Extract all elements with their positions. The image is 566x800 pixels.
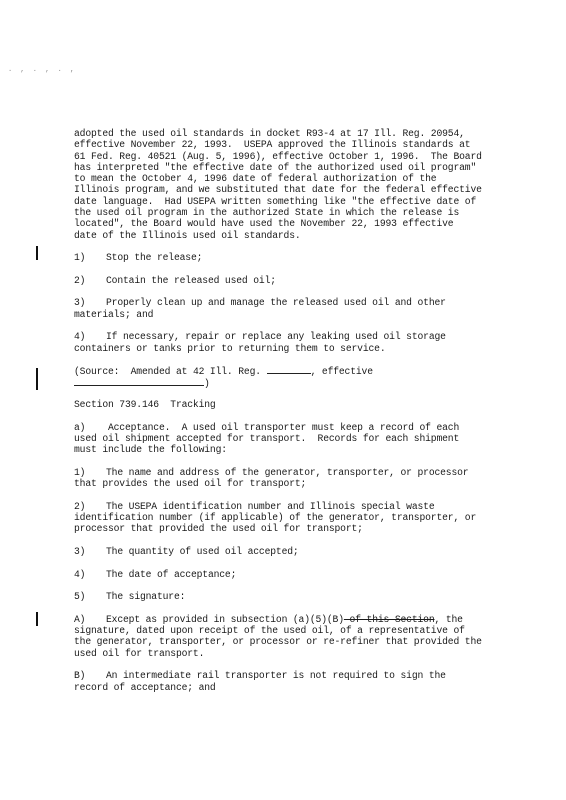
item-text-continued: the generator, transporter, or processor or re-refiner that provided the xyxy=(74,636,482,648)
item-text: Contain the released used oil; xyxy=(106,274,276,286)
revision-bar xyxy=(36,246,38,260)
item-number: 1) xyxy=(74,252,86,264)
item-number: B) xyxy=(74,670,86,682)
item-text-continued: used oil for transport. xyxy=(74,647,205,659)
item-text: If necessary, repair or replace any leaking used oil storage xyxy=(106,331,446,343)
blank-line xyxy=(74,377,204,386)
item-text: The quantity of used oil accepted; xyxy=(106,545,299,557)
list-item xyxy=(74,546,514,557)
item-text-continued: identification number (if applicable) of the generator, transporter, or xyxy=(74,512,477,524)
section-heading: Section 739.146 Tracking xyxy=(74,399,216,411)
item-text: The USEPA identification number and Illinois special waste xyxy=(106,500,435,512)
list-item xyxy=(74,569,514,580)
text-line: date language. Had USEPA written something like "the effective date of xyxy=(74,195,477,207)
sub-item xyxy=(74,670,514,681)
item-text-continued: materials; and xyxy=(74,308,154,320)
text-line: effective November 22, 1993. USEPA approved the Illinois standards at xyxy=(74,139,471,151)
text-line: used oil shipment accepted for transport. Records for each shipment xyxy=(74,433,460,445)
step-item xyxy=(74,297,514,308)
list-item xyxy=(74,591,514,602)
text-line: to mean the October 4, 1996 date of federal authorization of the xyxy=(74,173,437,185)
item-text-tail: , the xyxy=(434,613,463,625)
source-note-continued xyxy=(74,377,514,388)
step-item xyxy=(74,331,514,342)
document-body xyxy=(74,128,514,693)
revision-bar xyxy=(36,612,38,626)
item-number: 4) xyxy=(74,331,86,343)
item-number: A) xyxy=(74,613,86,625)
item-text: The date of acceptance; xyxy=(106,568,237,580)
step-item xyxy=(74,275,514,286)
item-number: 1) xyxy=(74,466,86,478)
text-line: adopted the used oil standards in docket R93-4 at 17 Ill. Reg. 20954, xyxy=(74,128,465,139)
text-line: a) Acceptance. A used oil transporter must keep a record of each xyxy=(74,421,460,433)
list-item xyxy=(74,467,514,478)
source-prefix: (Source: xyxy=(74,366,131,377)
source-note xyxy=(74,365,514,376)
item-text: An intermediate rail transporter is not required to sign the xyxy=(106,670,446,682)
text-line: has interpreted "the effective date of the authorized used oil program" xyxy=(74,161,477,173)
text-line: located", the Board would have used the November 22, 1993 effective xyxy=(74,218,454,230)
text-line: must include the following: xyxy=(74,444,227,456)
item-number: 3) xyxy=(74,297,86,309)
item-text-continued: processor that provided the used oil for transport; xyxy=(74,523,363,535)
item-number: 5) xyxy=(74,591,86,603)
item-text: Properly clean up and manage the released used oil and other xyxy=(106,297,446,309)
acceptance-paragraph xyxy=(74,422,514,456)
step-item xyxy=(74,252,514,263)
struck-text: of this Section xyxy=(343,613,435,625)
source-amended: Amended at 42 Ill. Reg. xyxy=(130,366,261,377)
sub-item xyxy=(74,614,514,625)
source-mid: , effective xyxy=(310,366,373,377)
blank-line xyxy=(267,365,311,374)
list-item xyxy=(74,501,514,512)
text-line: date of the Illinois used oil standards. xyxy=(74,229,301,241)
intro-paragraph xyxy=(74,128,514,241)
item-number: 4) xyxy=(74,568,86,580)
item-text-continued: record of acceptance; and xyxy=(74,681,216,693)
item-number: 3) xyxy=(74,545,86,557)
item-text: Stop the release; xyxy=(106,252,203,264)
text-line: Illinois program, and we substituted that date for the federal effective xyxy=(74,184,482,196)
item-text-continued: containers or tanks prior to returning them to service. xyxy=(74,342,386,354)
item-number: 2) xyxy=(74,274,86,286)
item-text: The signature: xyxy=(106,591,186,603)
item-text: Except as provided in subsection (a)(5)(B) xyxy=(106,613,344,625)
text-line: the used oil program in the authorized State in which the release is xyxy=(74,207,460,219)
scan-mark: . , . , . , xyxy=(8,66,77,74)
revision-bar xyxy=(36,368,38,390)
text-line: 61 Fed. Reg. 40521 (Aug. 5, 1996), effective October 1, 1996. The Board xyxy=(74,150,482,162)
item-text-continued: that provides the used oil for transport; xyxy=(74,478,307,490)
item-text-continued: signature, dated upon receipt of the used oil, of a representative of xyxy=(74,625,465,637)
item-number: 2) xyxy=(74,500,86,512)
item-text: The name and address of the generator, transporter, or processor xyxy=(106,466,469,478)
source-close: ) xyxy=(204,377,210,388)
